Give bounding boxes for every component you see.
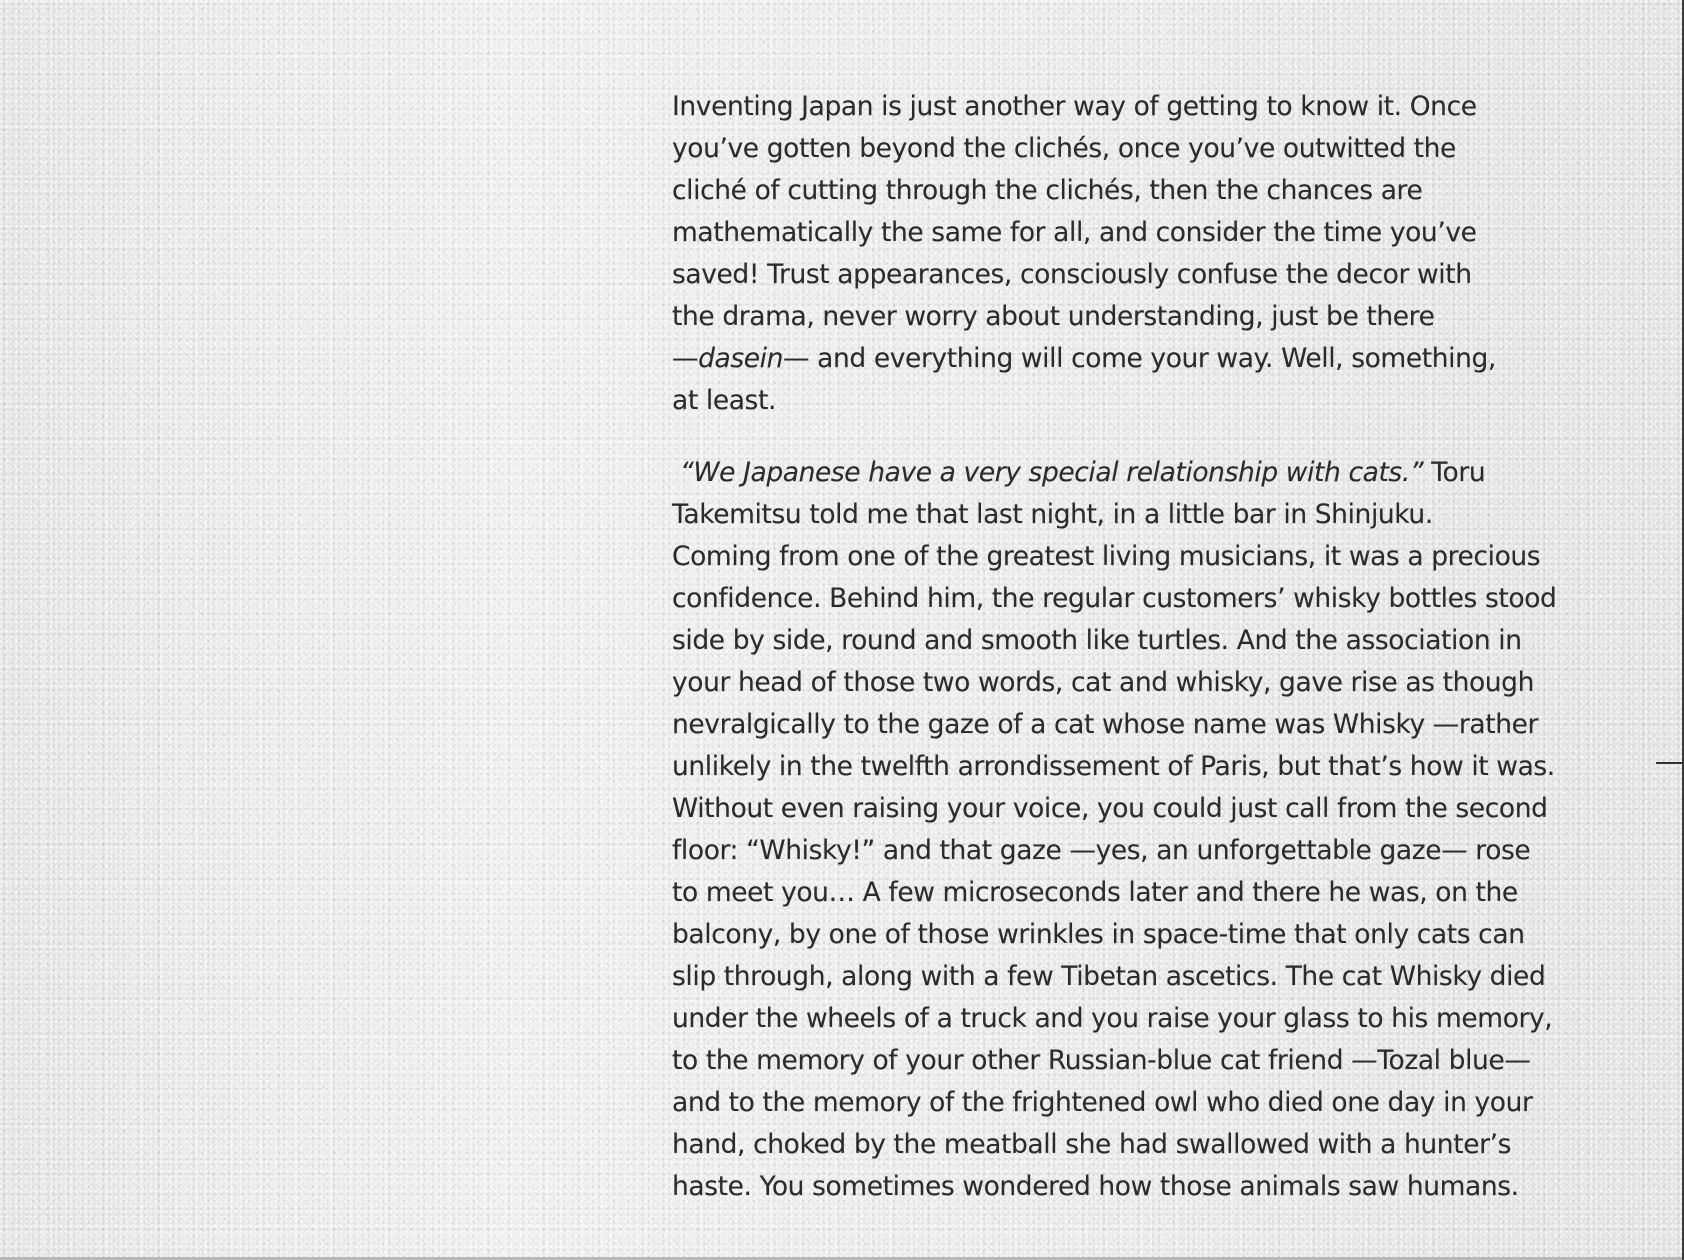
paragraph-1-line-5: saved! Trust appearances, consciously confuse the decor with	[672, 259, 1472, 290]
paragraph-2-line-2: Takemitsu told me that last night, in a little bar in Shinjuku.	[672, 499, 1433, 530]
paragraph-1-line-2: you’ve gotten beyond the clichés, once you’ve outwitted the	[672, 133, 1456, 164]
dasein-italic: dasein	[698, 343, 784, 374]
em-dash-open: —	[672, 343, 699, 374]
paragraph-2-line-10: floor: “Whisky!” and that gaze —yes, an unforgettable gaze— rose	[672, 835, 1531, 866]
paragraph-2-line-18: haste. You sometimes wondered how those animals saw humans.	[672, 1171, 1519, 1202]
paragraph-gap	[672, 422, 1642, 452]
paragraph-1-line-3: cliché of cutting through the clichés, then the chances are	[672, 175, 1423, 206]
text-block	[672, 86, 1642, 1208]
quote-attribution: Toru	[1423, 457, 1486, 488]
paragraph-2-line-3: Coming from one of the greatest living musicians, it was a precious	[672, 541, 1541, 572]
paragraph-2-line-1	[672, 452, 1642, 494]
paragraph-2-line-8: unlikely in the twelfth arrondissement of Paris, but that’s how it was.	[672, 751, 1555, 782]
paragraph-2-line-4: confidence. Behind him, the regular customers’ whisky bottles stood	[672, 583, 1557, 614]
paragraph-2-line-14: under the wheels of a truck and you raise your glass to his memory,	[672, 1003, 1553, 1034]
line-7-rest: — and everything will come your way. Well, something,	[783, 343, 1496, 374]
paragraph-2-line-15: to the memory of your other Russian-blue cat friend —Tozal blue—	[672, 1045, 1531, 1076]
paragraph-2-line-16: and to the memory of the frightened owl who died one day in your	[672, 1087, 1533, 1118]
margin-tick-mark	[1656, 762, 1682, 764]
paragraph-1-line-6: the drama, never worry about understanding, just be there	[672, 301, 1435, 332]
paragraph-2-line-9: Without even raising your voice, you could just call from the second	[672, 793, 1548, 824]
paragraph-1-line-4: mathematically the same for all, and consider the time you’ve	[672, 217, 1477, 248]
paragraph-1-line-7	[672, 338, 1642, 380]
paragraph-1-line-8: at least.	[672, 385, 776, 416]
paragraph-1-line-1: Inventing Japan is just another way of getting to know it. Once	[672, 91, 1477, 122]
paragraph-2-line-7: nevralgically to the gaze of a cat whose name was Whisky —rather	[672, 709, 1539, 740]
paragraph-2-line-12: balcony, by one of those wrinkles in space-time that only cats can	[672, 919, 1525, 950]
paragraph-2-line-5: side by side, round and smooth like turtles. And the association in	[672, 625, 1522, 656]
paragraph-2-line-17: hand, choked by the meatball she had swallowed with a hunter’s	[672, 1129, 1512, 1160]
paragraph-2-line-13: slip through, along with a few Tibetan ascetics. The cat Whisky died	[672, 961, 1546, 992]
quote-italic: “We Japanese have a very special relationship with cats.”	[680, 457, 1424, 488]
paragraph-2-line-6: your head of those two words, cat and whisky, gave rise as though	[672, 667, 1534, 698]
paragraph-2-line-11: to meet you… A few microseconds later and there he was, on the	[672, 877, 1518, 908]
